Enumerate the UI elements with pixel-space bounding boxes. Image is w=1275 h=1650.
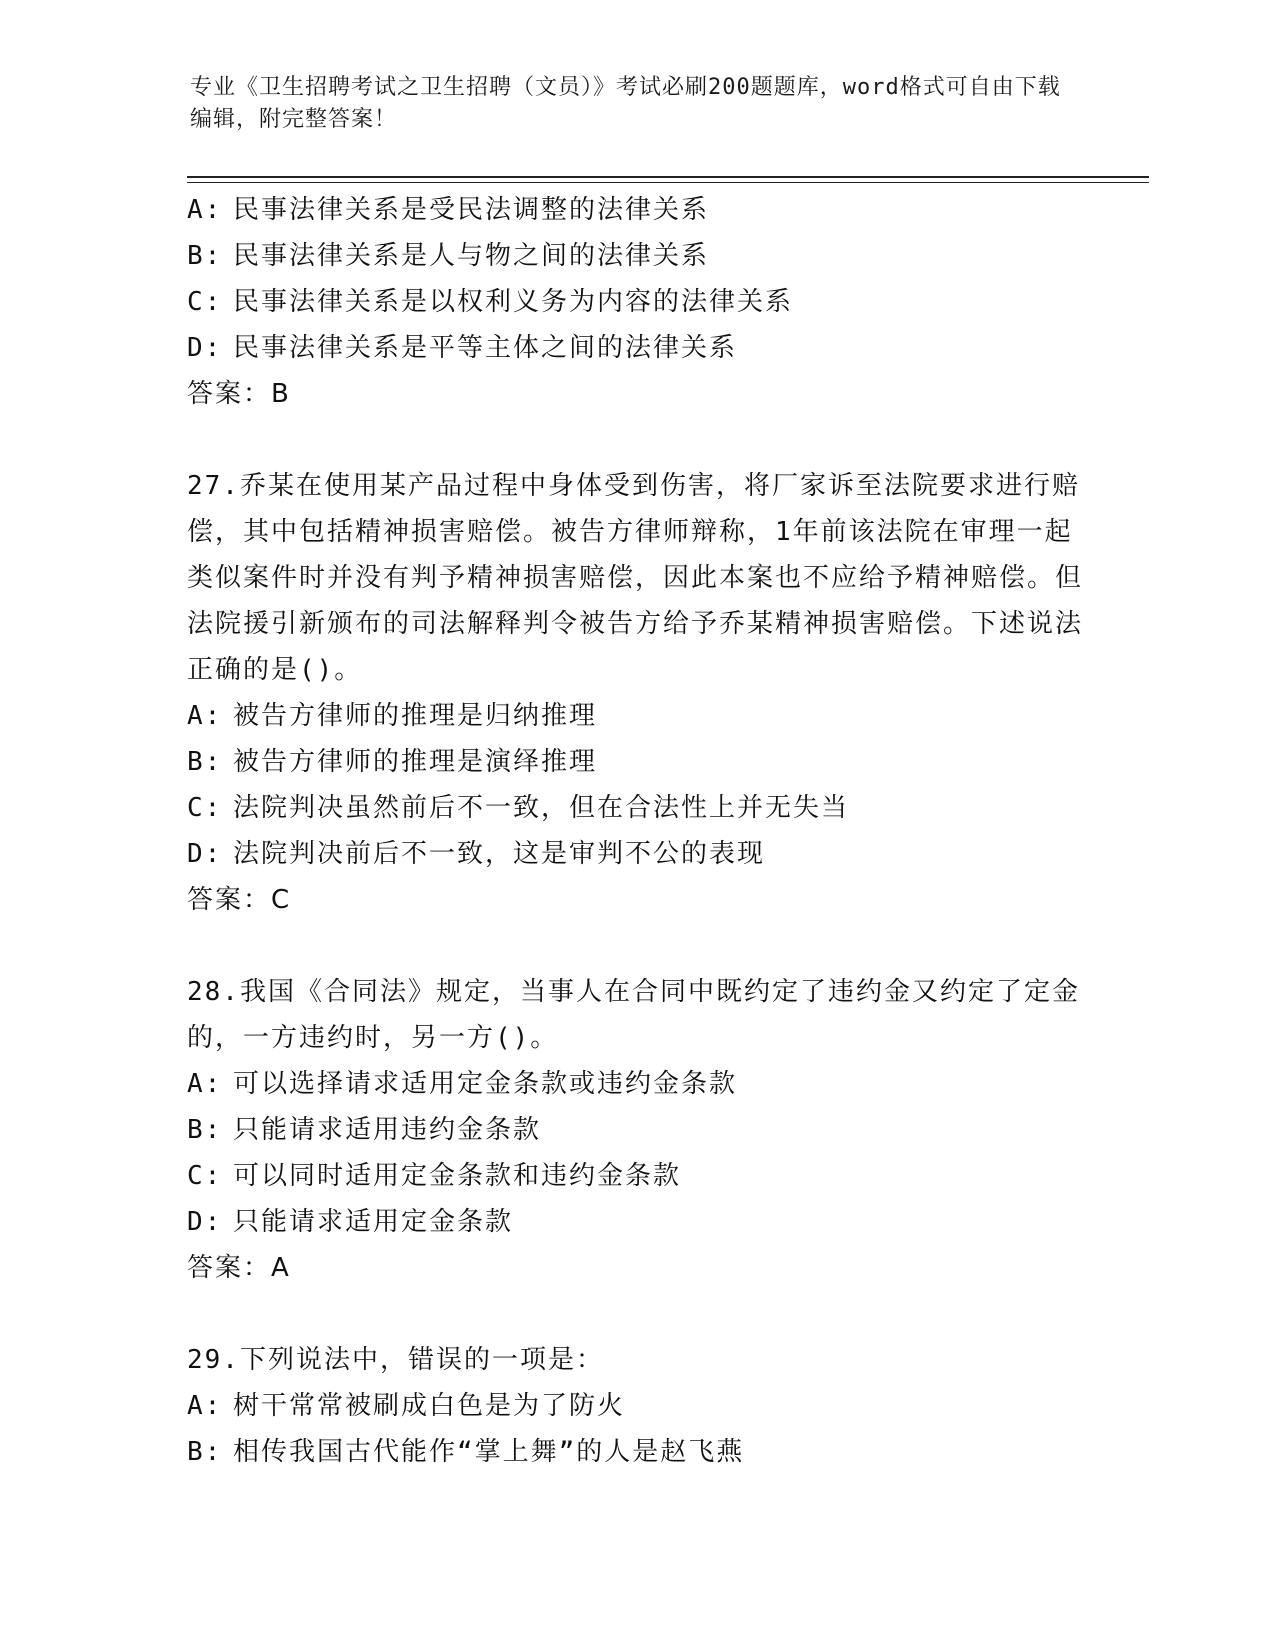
option-b: B: 只能请求适用违约金条款 xyxy=(187,1115,542,1145)
header-divider-thick xyxy=(187,176,1149,178)
spacer xyxy=(187,1291,1087,1337)
question-28 xyxy=(187,969,1087,1291)
option-b: B: 被告方律师的推理是演绎推理 xyxy=(187,747,598,777)
header-divider-thin xyxy=(187,182,1149,183)
question-stem: 27.乔某在使用某产品过程中身体受到伤害，将厂家诉至法院要求进行赔偿，其中包括精神损害赔偿。被告方律师辩称，1年前该法院在审理一起类似案件时并没有判予精神损害赔偿，因此本案也不应给予精神赔偿。但法院援引新颁布的司法解释判令被告方给予乔某精神损害赔偿。下述说法正确的是()。 xyxy=(187,471,1084,685)
answer: 答案：A xyxy=(187,1253,291,1283)
answer: 答案：B xyxy=(187,379,291,409)
option-c: C: 可以同时适用定金条款和违约金条款 xyxy=(187,1161,682,1191)
spacer xyxy=(187,417,1087,463)
option-d: D: 只能请求适用定金条款 xyxy=(187,1207,514,1237)
option-a: A: 可以选择请求适用定金条款或违约金条款 xyxy=(187,1069,738,1099)
question-27 xyxy=(187,463,1087,923)
option-d: D: 民事法律关系是平等主体之间的法律关系 xyxy=(187,333,738,363)
option-c: C: 法院判决虽然前后不一致，但在合法性上并无失当 xyxy=(187,793,850,823)
question-stem: 29.下列说法中，错误的一项是： xyxy=(187,1345,604,1375)
option-c: C: 民事法律关系是以权利义务为内容的法律关系 xyxy=(187,287,794,317)
spacer xyxy=(187,923,1087,969)
option-b: B: 民事法律关系是人与物之间的法律关系 xyxy=(187,241,710,271)
question-26 xyxy=(187,187,1087,417)
question-stem: 28.我国《合同法》规定，当事人在合同中既约定了违约金又约定了定金的，一方违约时，另一方()。 xyxy=(187,977,1080,1053)
option-a: A: 民事法律关系是受民法调整的法律关系 xyxy=(187,195,710,225)
questions-content xyxy=(187,187,1087,1475)
option-a: A: 树干常常被刷成白色是为了防火 xyxy=(187,1391,626,1421)
document-header: 专业《卫生招聘考试之卫生招聘（文员）》考试必刷200题题库，word格式可自由下载编辑，附完整答案！ xyxy=(190,75,1061,132)
option-a: A: 被告方律师的推理是归纳推理 xyxy=(187,701,598,731)
answer: 答案：C xyxy=(187,885,292,915)
option-b: B: 相传我国古代能作“掌上舞”的人是赵飞燕 xyxy=(187,1437,745,1467)
option-d: D: 法院判决前后不一致，这是审判不公的表现 xyxy=(187,839,766,869)
question-29 xyxy=(187,1337,1087,1475)
